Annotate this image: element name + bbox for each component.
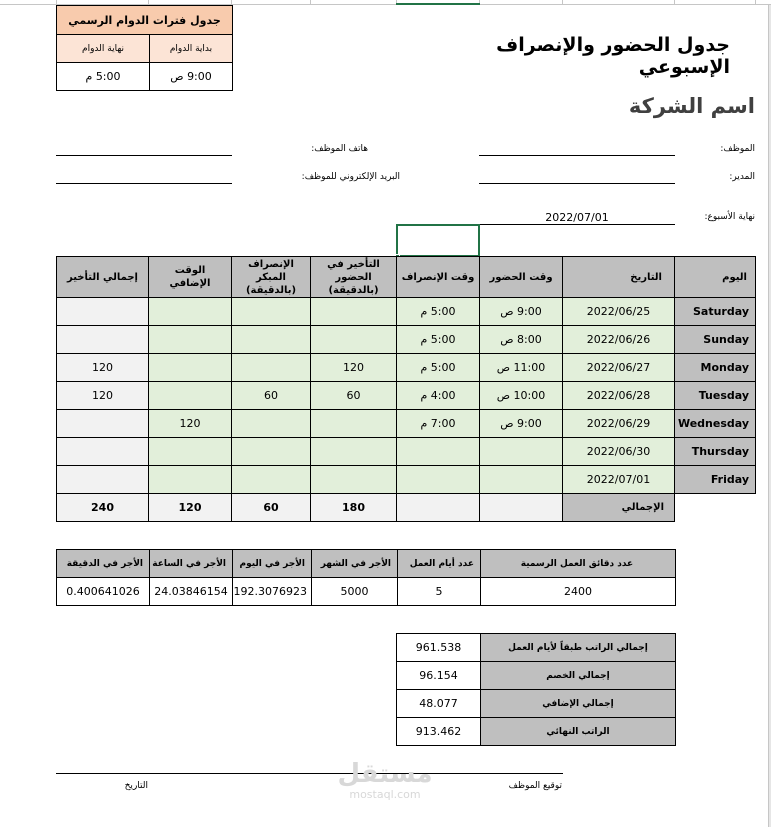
summary-value[interactable]: 961.538 xyxy=(397,634,481,662)
wage-header-row xyxy=(57,550,676,578)
shift-start-value[interactable]: 9:00 ص xyxy=(150,63,233,91)
early-leave-cell[interactable] xyxy=(232,298,311,326)
shift-end-label: نهاية الدوام xyxy=(57,35,150,63)
summary-row xyxy=(397,718,676,746)
col-header-late: التأخير في الحضور (بالدقيقة) xyxy=(311,257,397,298)
date-label: التاريخ xyxy=(124,781,148,791)
date-cell[interactable]: 2022/06/25 xyxy=(563,298,675,326)
check-in-cell[interactable] xyxy=(480,438,563,466)
late-cell[interactable] xyxy=(311,410,397,438)
table-row xyxy=(57,326,756,354)
overtime-cell[interactable] xyxy=(149,354,232,382)
selected-column-indicator xyxy=(396,3,480,5)
minute-wage-value[interactable]: 0.400641026 xyxy=(57,578,150,606)
wage-values-row xyxy=(57,578,676,606)
overtime-cell[interactable] xyxy=(149,438,232,466)
total-late-cell[interactable]: 120 xyxy=(57,354,149,382)
col-header-hourly-wage: الأجر في الساعة xyxy=(150,550,233,578)
summary-label: الراتب النهائي xyxy=(481,718,676,746)
summary-label: إجمالي الإضافي xyxy=(481,690,676,718)
totals-label: الإجمالي xyxy=(563,494,675,522)
date-cell[interactable]: 2022/06/29 xyxy=(563,410,675,438)
column-divider xyxy=(674,0,675,5)
check-out-cell[interactable]: 5:00 م xyxy=(397,354,480,382)
col-header-minute-wage: الأجر في الدقيقة xyxy=(57,550,150,578)
late-cell[interactable] xyxy=(311,466,397,494)
employee-field[interactable] xyxy=(479,155,675,156)
shift-start-label: بداية الدوام xyxy=(150,35,233,63)
check-out-cell[interactable]: 4:00 م xyxy=(397,382,480,410)
date-cell[interactable]: 2022/06/28 xyxy=(563,382,675,410)
late-cell[interactable] xyxy=(311,438,397,466)
attendance-table xyxy=(56,256,756,522)
early-leave-cell[interactable]: 60 xyxy=(232,382,311,410)
summary-value[interactable]: 48.077 xyxy=(397,690,481,718)
check-out-cell[interactable]: 5:00 م xyxy=(397,326,480,354)
employee-label: الموظف: xyxy=(720,144,755,154)
page-title: جدول الحضور والإنصراف الإسبوعي xyxy=(496,34,730,78)
table-row xyxy=(57,410,756,438)
table-row xyxy=(57,298,756,326)
total-check-out-cell[interactable] xyxy=(397,494,480,522)
late-cell[interactable] xyxy=(311,298,397,326)
check-in-cell[interactable]: 9:00 ص xyxy=(480,410,563,438)
date-cell[interactable]: 2022/06/30 xyxy=(563,438,675,466)
late-cell[interactable] xyxy=(311,326,397,354)
early-leave-cell[interactable] xyxy=(232,354,311,382)
week-end-field-line xyxy=(479,224,675,225)
summary-row xyxy=(397,662,676,690)
date-cell[interactable]: 2022/06/26 xyxy=(563,326,675,354)
summary-label: إجمالي الخصم xyxy=(481,662,676,690)
selected-cell[interactable] xyxy=(396,224,480,257)
col-header-check-in: وقت الحضور xyxy=(480,257,563,298)
late-cell[interactable]: 120 xyxy=(311,354,397,382)
col-header-day: اليوم xyxy=(675,257,756,298)
overtime-cell[interactable] xyxy=(149,382,232,410)
early-leave-cell[interactable] xyxy=(232,326,311,354)
total-overtime-cell[interactable]: 120 xyxy=(149,494,232,522)
total-late-cell[interactable] xyxy=(57,466,149,494)
table-row xyxy=(57,438,756,466)
check-in-cell[interactable]: 11:00 ص xyxy=(480,354,563,382)
col-header-date: التاريخ xyxy=(563,257,675,298)
col-header-total-late: إجمالي التأخير xyxy=(57,257,149,298)
col-header-work-days: عدد أيام العمل xyxy=(398,550,481,578)
check-out-cell[interactable] xyxy=(397,438,480,466)
watermark-latin: mostaql.com xyxy=(349,788,421,801)
summary-row xyxy=(397,634,676,662)
date-cell[interactable]: 2022/07/01 xyxy=(563,466,675,494)
day-cell: Monday xyxy=(675,354,756,382)
check-in-cell[interactable]: 10:00 ص xyxy=(480,382,563,410)
totals-row xyxy=(57,494,756,522)
col-header-official-minutes: عدد دقائق العمل الرسمية xyxy=(481,550,676,578)
day-cell: Friday xyxy=(675,466,756,494)
date-cell[interactable]: 2022/06/27 xyxy=(563,354,675,382)
late-cell[interactable]: 60 xyxy=(311,382,397,410)
employee-email-field[interactable] xyxy=(56,183,232,184)
official-minutes-value[interactable]: 2400 xyxy=(481,578,676,606)
table-header-row xyxy=(57,257,756,298)
employee-phone-field[interactable] xyxy=(56,155,232,156)
check-out-cell[interactable]: 7:00 م xyxy=(397,410,480,438)
week-end-value[interactable]: 2022/07/01 xyxy=(545,211,609,224)
column-divider xyxy=(755,0,756,5)
summary-value[interactable]: 913.462 xyxy=(397,718,481,746)
early-leave-cell[interactable] xyxy=(232,410,311,438)
shift-table-title: جدول فترات الدوام الرسمي xyxy=(57,6,233,35)
total-check-in-cell[interactable] xyxy=(480,494,563,522)
day-cell: Wednesday xyxy=(675,410,756,438)
signature-line[interactable] xyxy=(56,773,563,774)
manager-label: المدير: xyxy=(729,172,755,182)
day-cell: Saturday xyxy=(675,298,756,326)
hourly-wage-value[interactable]: 24.03846154 xyxy=(150,578,233,606)
overtime-cell[interactable] xyxy=(149,326,232,354)
total-late-cell[interactable] xyxy=(57,326,149,354)
manager-field[interactable] xyxy=(479,183,675,184)
col-header-early-leave: الإنصراف المبكر (بالدقيقة) xyxy=(232,257,311,298)
summary-label: إجمالي الراتب طبقاً لأيام العمل xyxy=(481,634,676,662)
summary-row xyxy=(397,690,676,718)
employee-signature-label: توقيع الموظف xyxy=(508,781,562,791)
week-end-label: نهاية الأسبوع: xyxy=(704,212,755,222)
col-header-daily-wage: الأجر في اليوم xyxy=(233,550,312,578)
table-row xyxy=(57,382,756,410)
grand-total-late-cell[interactable]: 240 xyxy=(57,494,149,522)
early-leave-cell[interactable] xyxy=(232,466,311,494)
day-cell: Sunday xyxy=(675,326,756,354)
total-late-cell[interactable]: 120 xyxy=(57,382,149,410)
col-header-monthly-wage: الأجر في الشهر xyxy=(312,550,398,578)
check-in-cell[interactable]: 8:00 ص xyxy=(480,326,563,354)
salary-summary-table xyxy=(396,633,676,746)
work-days-value[interactable]: 5 xyxy=(398,578,481,606)
watermark xyxy=(330,760,440,801)
empty-cell xyxy=(675,494,756,522)
watermark-arabic: مستقل xyxy=(337,759,433,789)
day-cell: Tuesday xyxy=(675,382,756,410)
col-header-check-out: وقت الإنصراف xyxy=(397,257,480,298)
check-in-cell[interactable]: 9:00 ص xyxy=(480,298,563,326)
total-late-cell[interactable] xyxy=(57,410,149,438)
employee-email-label: البريد الإلكتروني للموظف: xyxy=(301,172,400,182)
check-in-cell[interactable] xyxy=(480,466,563,494)
table-row xyxy=(57,354,756,382)
total-late-cell[interactable] xyxy=(57,438,149,466)
overtime-cell[interactable] xyxy=(149,298,232,326)
employee-phone-label: هاتف الموظف: xyxy=(311,144,368,154)
company-name[interactable]: اسم الشركة xyxy=(628,94,755,118)
official-shift-table xyxy=(56,5,233,91)
early-leave-cell[interactable] xyxy=(232,438,311,466)
overtime-cell[interactable]: 120 xyxy=(149,410,232,438)
total-late-cell[interactable]: 180 xyxy=(311,494,397,522)
summary-value[interactable]: 96.154 xyxy=(397,662,481,690)
wage-table xyxy=(56,549,676,606)
check-out-cell[interactable] xyxy=(397,466,480,494)
monthly-wage-value[interactable]: 5000 xyxy=(312,578,398,606)
day-cell: Thursday xyxy=(675,438,756,466)
daily-wage-value[interactable]: 192.3076923 xyxy=(233,578,312,606)
overtime-cell[interactable] xyxy=(149,466,232,494)
col-header-overtime: الوقت الإضافي xyxy=(149,257,232,298)
total-late-cell[interactable] xyxy=(57,298,149,326)
column-divider xyxy=(310,0,311,5)
check-out-cell[interactable]: 5:00 م xyxy=(397,298,480,326)
shift-end-value[interactable]: 5:00 م xyxy=(57,63,150,91)
table-row xyxy=(57,466,756,494)
total-early-leave-cell[interactable]: 60 xyxy=(232,494,311,522)
column-divider xyxy=(562,0,563,5)
